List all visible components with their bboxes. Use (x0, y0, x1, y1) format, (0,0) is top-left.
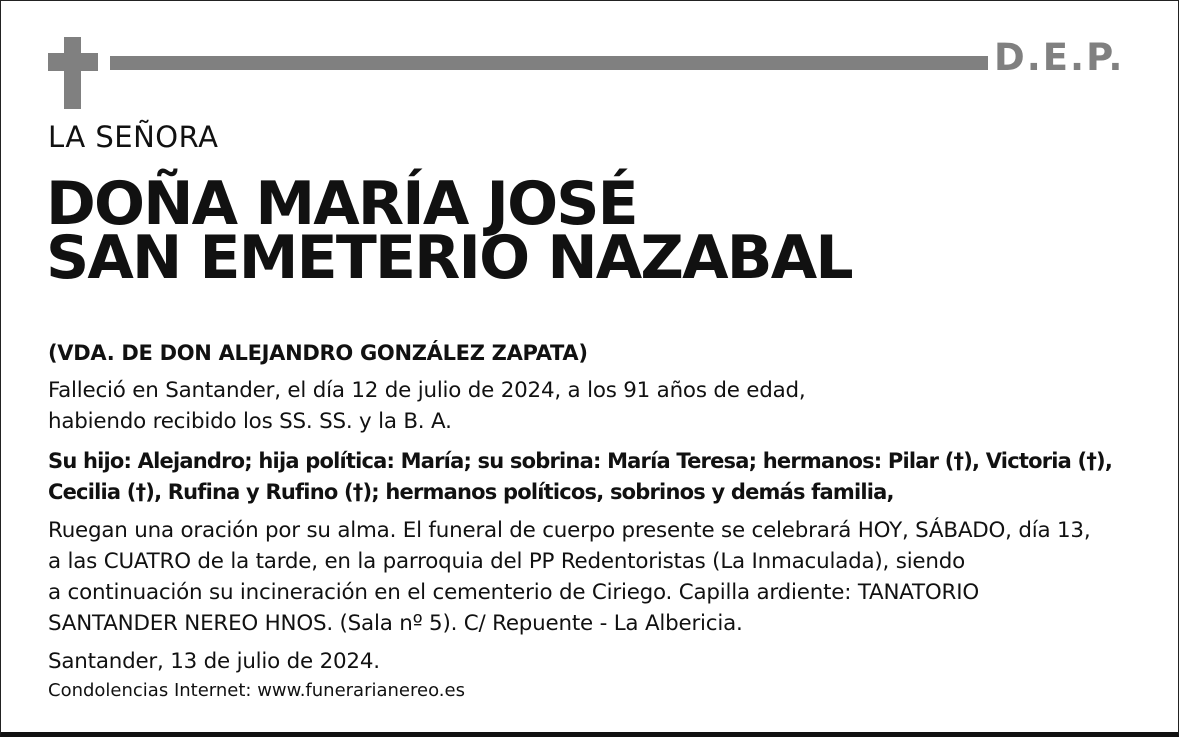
funeral-line: SANTANDER NEREO HNOS. (Sala nº 5). C/ Repuente - La Albericia. (48, 611, 743, 636)
deceased-name-line1: DOÑA MARÍA JOSÉ (46, 169, 637, 239)
place-date: Santander, 13 de julio de 2024. (48, 649, 380, 674)
pre-title: LA SEÑORA (48, 120, 219, 154)
condolences-link: Condolencias Internet: www.funerarianereo.es (48, 680, 465, 701)
funeral-line: a continuación su incineración en el cementerio de Ciriego. Capilla ardiente: TANATORIO (48, 580, 979, 605)
death-notice (48, 375, 806, 437)
cross-horizontal-bar (48, 53, 98, 71)
family-list (48, 446, 1112, 508)
family-line: Cecilia (†), Rufina y Rufino (†); hermanos políticos, sobrinos y demás familia, (48, 480, 894, 504)
funeral-line: a las CUATRO de la tarde, en la parroquia del PP Redentoristas (La Inmaculada), siendo (48, 549, 966, 574)
deceased-name-line2: SAN EMETERIO NAZABAL (46, 223, 852, 293)
header-rule (110, 56, 988, 70)
dep-label: D.E.P. (994, 36, 1125, 79)
funeral-details (48, 515, 1090, 639)
death-line: Falleció en Santander, el día 12 de julio de 2024, a los 91 años de edad, (48, 378, 806, 403)
family-line: Su hijo: Alejandro; hija política: María; su sobrina: María Teresa; hermanos: Pilar (†), Victoria (†), (48, 449, 1113, 473)
funeral-line: Ruegan una oración por su alma. El funeral de cuerpo presente se celebrará HOY, SÁBADO, día 13, (48, 518, 1091, 543)
death-line: habiendo recibido los SS. SS. y la B. A. (48, 409, 452, 434)
widow-of: (VDA. DE DON ALEJANDRO GONZÁLEZ ZAPATA) (48, 341, 588, 365)
cross-vertical-bar (64, 37, 81, 109)
